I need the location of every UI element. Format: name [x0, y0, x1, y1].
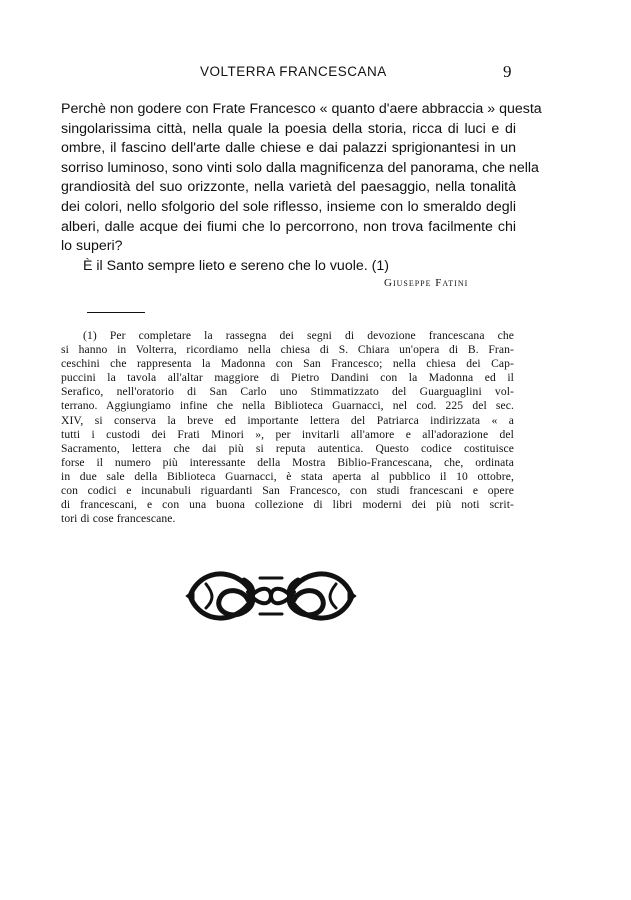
text-line: lo superi? — [61, 238, 123, 255]
text-line: ombre, il fascino dell'arte dalle chiese e dai palazzi sprigionantesi in un — [61, 140, 516, 157]
footnote-line: (1) Per completare la rassegna dei segni di devozione francescana che — [83, 329, 514, 342]
running-head-title: VOLTERRA FRANCESCANA — [200, 64, 387, 79]
celtic-knot-ornament-icon — [184, 560, 358, 632]
page-number: 9 — [503, 62, 512, 81]
paragraph-2 — [61, 257, 516, 277]
footnote-line: con codici e incunabuli riguardanti San Francesco, con studi francescani e opere — [61, 484, 514, 498]
footnote-line: forse il numero più interessante della Mostra Biblio-Francescana, che, ordinata — [61, 455, 514, 469]
footnote-line: terrano. Aggiungiamo infine che nella Biblioteca Guarnacci, nel cod. 225 del sec. — [61, 399, 514, 413]
text-line: sorriso luminoso, sono vinti solo dalla magnificenza del panorama, che nella — [61, 159, 539, 176]
footnote-line: si hanno in Volterra, ricordiamo nella chiesa di S. Chiara un'opera di B. Fran- — [61, 343, 514, 357]
footnote-line: Sacramento, lettera che dai più si reputa autentica. Questo codice costituisce — [61, 441, 514, 455]
footnote-line: in due sale della Biblioteca Guarnacci, è stata aperta al pubblico il 10 ottobre, — [61, 469, 514, 483]
footnote-line: di francescani, e con una buona collezione di libri moderni dei più noti scrit- — [61, 498, 514, 512]
text-line: alberi, dalle acque dei fiumi che lo percorrono, non trova facilmente chi — [61, 218, 516, 235]
footnote-rule — [87, 312, 145, 313]
text-line: dei colori, nello sfolgorio del sole riflesso, insieme con lo smeraldo degli — [61, 198, 516, 215]
footnote-line: tori di cose francescane. — [61, 512, 176, 526]
footnote-line: puccini la tavola all'altar maggiore di Pietro Dandini con la Madonna ed il — [61, 371, 514, 385]
body-text — [61, 100, 542, 276]
text-line: grandiosità del suo orizzonte, nella varietà del paesaggio, nella tonalità — [61, 179, 516, 196]
footnote-line: ceschini che rappresenta la Madonna con San Francesco; nella chiesa dei Cap- — [61, 357, 514, 371]
paragraph-1 — [61, 100, 542, 257]
footnote-line: tutti i custodi dei Frati Minori », per invitarli all'amore e all'adorazione del — [61, 427, 514, 441]
text-line: Perchè non godere con Frate Francesco « quanto d'aere abbraccia » questa — [61, 101, 542, 117]
text-line: singolarissima città, nella quale la poesia della storia, ricca di luci e di — [61, 120, 516, 137]
text-line: È il Santo sempre lieto e sereno che lo vuole. (1) — [83, 257, 389, 274]
footnote-line: XIV, si conserva la breve ed importante lettera del Patriarca indirizzata « a — [61, 413, 514, 427]
footnote — [61, 329, 514, 526]
author-signature: Giuseppe Fatini — [384, 277, 469, 289]
footnote-line: Serafico, nell'oratorio di San Carlo uno Stimmatizzato del Guarguaglini vol- — [61, 385, 514, 399]
